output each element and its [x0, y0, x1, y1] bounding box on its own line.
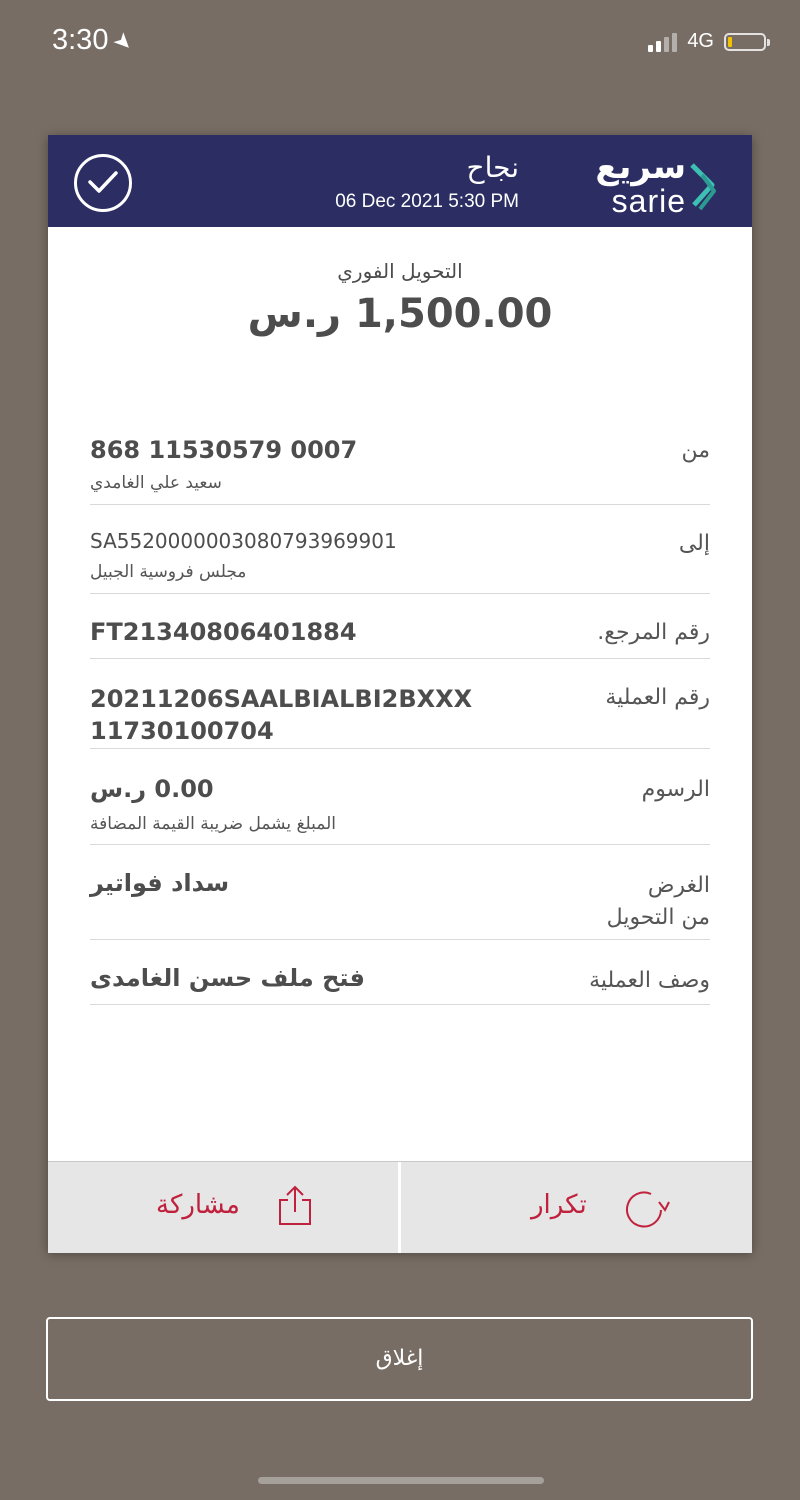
share-icon: [276, 1184, 314, 1228]
sarie-logo-icon: [688, 161, 718, 213]
location-arrow-icon: ➤: [108, 26, 140, 58]
cellular-signal-icon: [648, 32, 677, 52]
fees-label: الرسوم: [641, 777, 710, 802]
to-row: [90, 504, 710, 594]
reference-row: [90, 593, 710, 659]
description-value: فتح ملف حسن الغامدى: [90, 964, 365, 992]
status-time-text: 3:30: [52, 24, 109, 56]
sarie-logo: [578, 147, 718, 217]
purpose-value: سداد فواتير: [90, 869, 230, 897]
purpose-label-line2: من التحويل: [606, 905, 710, 930]
success-check-icon: [74, 154, 132, 212]
transaction-label: رقم العملية: [605, 685, 710, 710]
transfer-type: التحويل الفوري: [337, 259, 463, 283]
status-time: [52, 24, 140, 58]
fees-vat-note: المبلغ يشمل ضريبة القيمة المضافة: [90, 814, 337, 834]
status-indicators: [648, 30, 766, 53]
share-button[interactable]: [48, 1162, 398, 1253]
to-label: إلى: [678, 531, 710, 556]
from-row: [90, 431, 710, 505]
description-row: [90, 939, 710, 1005]
transfer-status: نجاح: [466, 151, 519, 184]
repeat-button[interactable]: [401, 1162, 751, 1253]
receipt-header: [48, 135, 752, 227]
logo-english-text: sarie: [611, 183, 686, 219]
to-name: مجلس فروسية الجبيل: [90, 562, 247, 582]
fees-row: [90, 748, 710, 845]
close-button[interactable]: إغلاق: [46, 1317, 753, 1401]
share-label: مشاركة: [156, 1190, 240, 1220]
fees-value: 0.00 ر.س: [90, 775, 214, 803]
battery-icon: [724, 33, 766, 51]
reference-label: رقم المرجع.: [597, 620, 710, 645]
transaction-value-line2: 11730100704: [90, 717, 274, 745]
receipt-card: [48, 135, 752, 1252]
transaction-row: [90, 658, 710, 749]
repeat-label: تكرار: [531, 1190, 587, 1220]
transfer-datetime: 06 Dec 2021 5:30 PM: [335, 191, 519, 212]
home-indicator: [258, 1477, 544, 1484]
from-label: من: [681, 438, 710, 463]
purpose-label-line1: الغرض: [647, 873, 710, 898]
transfer-amount: 1,500.00 ر.س: [247, 291, 553, 337]
reference-value: FT21340806401884: [90, 618, 357, 646]
purpose-row: [90, 844, 710, 940]
description-label: وصف العملية: [589, 968, 710, 993]
transaction-value-line1: 20211206SAALBIALBI2BXXX: [90, 685, 473, 713]
receipt-actions: [48, 1161, 752, 1253]
from-account: 868 11530579 0007: [90, 436, 358, 464]
repeat-icon: [621, 1186, 671, 1230]
network-type: 4G: [687, 30, 714, 52]
logo-arabic-text: سريع: [595, 147, 686, 187]
from-name: سعيد علي الغامدي: [90, 473, 222, 493]
to-iban: SA5520000003080793969901: [90, 529, 397, 553]
